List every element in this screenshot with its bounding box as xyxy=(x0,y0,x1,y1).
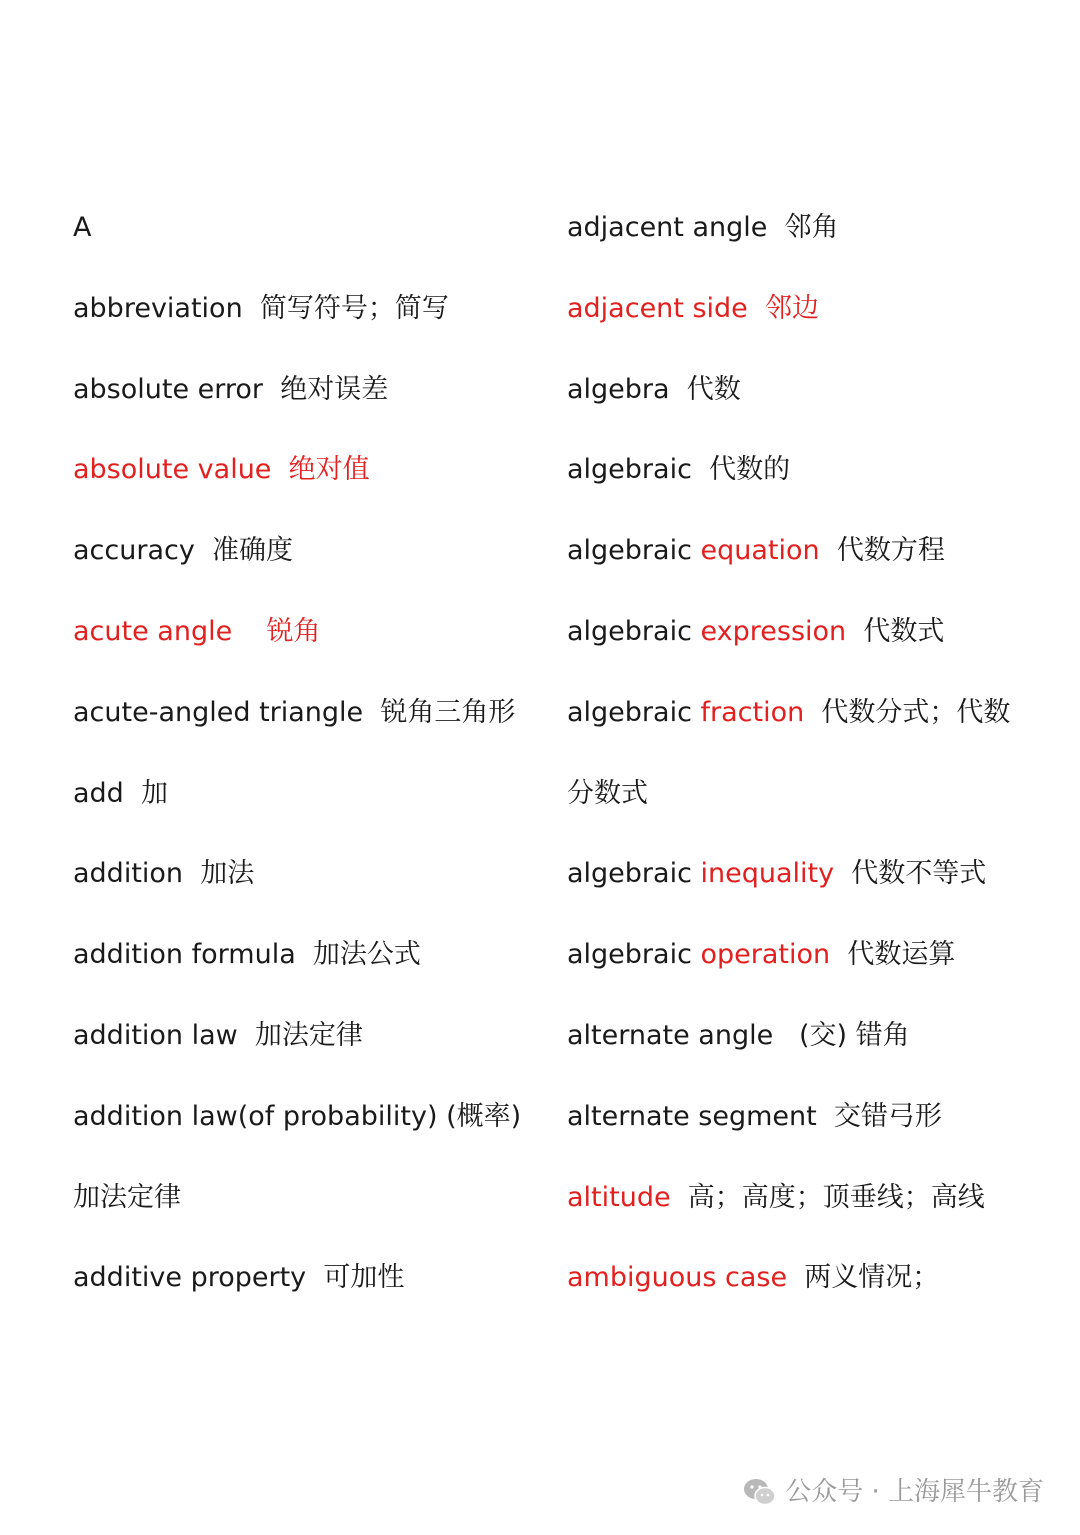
entry-text: A xyxy=(73,212,92,243)
highlighted-term: ambiguous case xyxy=(567,1262,788,1294)
glossary-line xyxy=(567,1097,942,1137)
glossary-line xyxy=(73,1097,521,1137)
entry-text: absolute error 绝对误差 xyxy=(73,373,389,405)
entry-text: algebraic xyxy=(567,858,701,890)
glossary-line xyxy=(567,208,839,248)
highlighted-term: fraction xyxy=(700,696,805,728)
entry-text: algebraic xyxy=(567,696,701,728)
entry-text: alternate segment 交错弓形 xyxy=(567,1100,942,1132)
entry-text: algebra 代数 xyxy=(567,373,741,405)
glossary-line xyxy=(567,289,819,329)
footer-text: 公众号 · 上海犀牛教育 xyxy=(785,1477,1044,1507)
glossary-line xyxy=(567,854,986,894)
entry-text: addition law 加法定律 xyxy=(73,1020,363,1051)
entry-text: 代数分式；代数 xyxy=(804,696,1011,728)
footer-watermark xyxy=(743,1472,1044,1512)
entry-text: alternate angle (交) 错角 xyxy=(567,1020,910,1051)
glossary-line xyxy=(73,854,254,894)
entry-text: adjacent angle 邻角 xyxy=(567,212,839,243)
glossary-line xyxy=(73,935,421,975)
entry-text: algebraic xyxy=(567,535,701,567)
glossary-line xyxy=(73,370,388,410)
entry-text: algebraic 代数的 xyxy=(567,454,791,486)
glossary-line xyxy=(567,1178,985,1218)
entry-text: 代数运算 xyxy=(830,939,956,971)
entry-text: 代数式 xyxy=(846,616,945,647)
glossary-line xyxy=(567,450,790,490)
glossary-line xyxy=(73,612,321,652)
glossary-line xyxy=(73,1258,404,1298)
glossary-line xyxy=(73,208,91,248)
entry-text: algebraic xyxy=(567,939,701,971)
highlighted-term: expression xyxy=(700,616,847,647)
glossary-line xyxy=(73,450,370,490)
entry-text: 分数式 xyxy=(567,777,648,809)
entry-text: addition 加法 xyxy=(73,858,255,890)
glossary-line xyxy=(73,693,515,733)
glossary-line xyxy=(567,774,648,814)
highlighted-term: adjacent side 邻边 xyxy=(567,292,819,324)
entry-text: addition law(of probability) (概率) xyxy=(73,1100,522,1132)
highlighted-term: absolute value 绝对值 xyxy=(73,454,370,486)
glossary-line xyxy=(567,612,944,652)
entry-text: accuracy 准确度 xyxy=(73,535,293,567)
entry-text: algebraic xyxy=(567,616,701,647)
highlighted-term: inequality xyxy=(700,858,835,890)
glossary-line xyxy=(567,531,945,571)
glossary-line xyxy=(567,1016,910,1056)
entry-text: additive property 可加性 xyxy=(73,1262,405,1294)
entry-text: add 加 xyxy=(73,777,168,809)
entry-text: 代数方程 xyxy=(819,535,945,567)
glossary-line xyxy=(567,370,741,410)
glossary-line xyxy=(567,935,955,975)
entry-text: 两义情况； xyxy=(787,1262,940,1294)
glossary-line xyxy=(567,693,1010,733)
entry-text: acute-angled triangle 锐角三角形 xyxy=(73,696,516,728)
glossary-line xyxy=(73,289,449,329)
highlighted-term: acute angle 锐角 xyxy=(73,616,321,647)
entry-text: 代数不等式 xyxy=(834,858,987,890)
entry-text: abbreviation 简写符号；简写 xyxy=(73,292,449,324)
entry-text: addition formula 加法公式 xyxy=(73,939,421,971)
entry-text: 高；高度；顶垂线；高线 xyxy=(670,1181,985,1213)
glossary-line xyxy=(567,1258,939,1298)
glossary-line xyxy=(73,1178,181,1218)
highlighted-term: equation xyxy=(700,535,820,567)
highlighted-term: altitude xyxy=(567,1181,671,1213)
wechat-icon xyxy=(743,1477,777,1507)
highlighted-term: operation xyxy=(700,939,831,971)
glossary-line xyxy=(73,774,168,814)
glossary-line xyxy=(73,1016,363,1056)
entry-text: 加法定律 xyxy=(73,1181,181,1213)
glossary-line xyxy=(73,531,293,571)
